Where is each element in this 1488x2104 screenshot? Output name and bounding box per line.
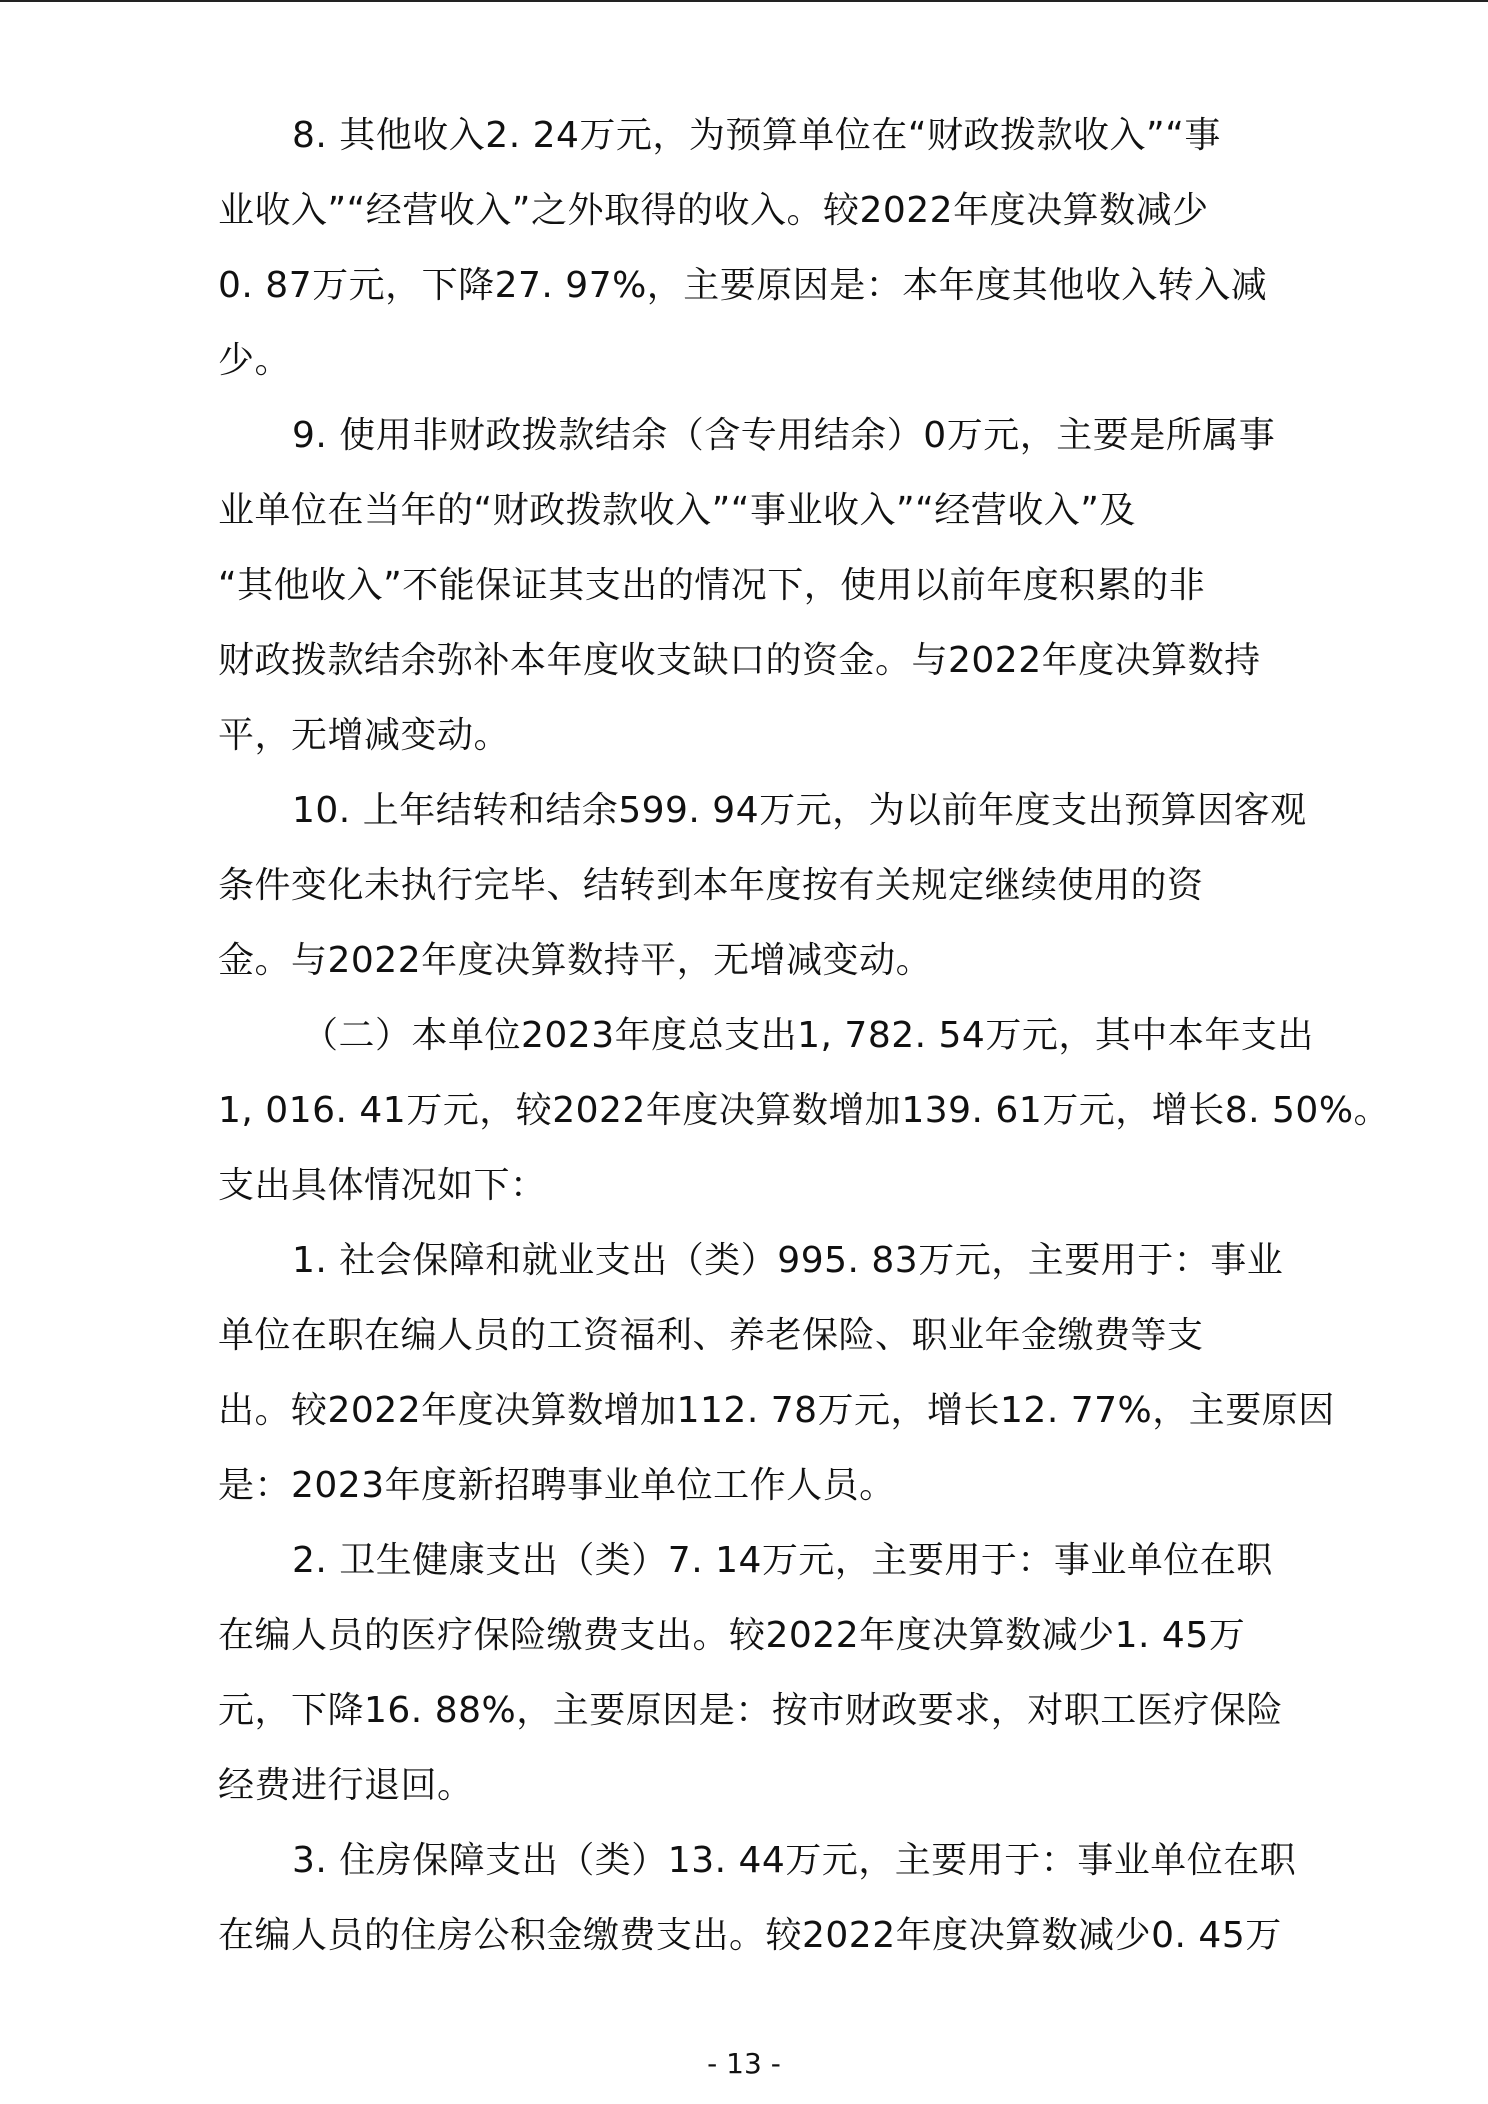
paragraph-2-health [218, 1523, 1288, 1823]
document-body [218, 98, 1391, 1973]
page-number: - 13 - [707, 2047, 781, 2080]
text-line: 10. 上年结转和结余599. 94万元，为以前年度支出预算因客观 [292, 790, 1307, 831]
text-line: 3. 住房保障支出（类）13. 44万元，主要用于：事业单位在职 [292, 1840, 1297, 1881]
text-line: 1, 016. 41万元，较2022年度决算数增加139. 61万元，增长8. 50%。 [218, 1090, 1391, 1131]
text-line: 2. 卫生健康支出（类）7. 14万元，主要用于：事业单位在职 [292, 1540, 1273, 1581]
paragraph-total-expenditure [218, 998, 1391, 1223]
text-line: 业单位在当年的“财政拨款收入”“事业收入”“经营收入”及 [218, 490, 1136, 531]
paragraph-10-carryover [218, 773, 1307, 998]
text-line: 在编人员的医疗保险缴费支出。较2022年度决算数减少1. 45万 [218, 1615, 1246, 1656]
text-line: 1. 社会保障和就业支出（类）995. 83万元，主要用于：事业 [292, 1240, 1284, 1281]
text-line: （二）本单位2023年度总支出1, 782. 54万元，其中本年支出 [302, 1015, 1314, 1056]
paragraph-3-housing [218, 1823, 1297, 1973]
page-top-border [0, 0, 1488, 2]
text-line: 在编人员的住房公积金缴费支出。较2022年度决算数减少0. 45万 [218, 1915, 1282, 1956]
text-line: 元，下降16. 88%，主要原因是：按市财政要求，对职工医疗保险 [218, 1690, 1283, 1731]
text-line: 平，无增减变动。 [218, 715, 511, 756]
text-line: 单位在职在编人员的工资福利、养老保险、职业年金缴费等支 [218, 1315, 1204, 1356]
text-line: 条件变化未执行完毕、结转到本年度按有关规定继续使用的资 [218, 865, 1204, 906]
text-line: 出。较2022年度决算数增加112. 78万元，增长12. 77%，主要原因 [218, 1390, 1335, 1431]
paragraph-9-non-fiscal-balance [218, 398, 1288, 773]
paragraph-1-social-security [218, 1223, 1335, 1523]
text-line: 财政拨款结余弥补本年度收支缺口的资金。与2022年度决算数持 [218, 640, 1261, 681]
text-line: 少。 [218, 340, 292, 381]
text-line: “其他收入”不能保证其支出的情况下，使用以前年度积累的非 [218, 565, 1206, 606]
text-line: 8. 其他收入2. 24万元，为预算单位在“财政拨款收入”“事 [292, 115, 1221, 156]
text-line: 金。与2022年度决算数持平，无增减变动。 [218, 940, 933, 981]
text-line: 支出具体情况如下： [218, 1165, 547, 1206]
text-line: 业收入”“经营收入”之外取得的收入。较2022年度决算数减少 [218, 190, 1209, 231]
text-line: 9. 使用非财政拨款结余（含专用结余）0万元，主要是所属事 [292, 415, 1276, 456]
text-line: 是：2023年度新招聘事业单位工作人员。 [218, 1465, 896, 1506]
paragraph-8-other-income [218, 98, 1288, 398]
text-line: 0. 87万元，下降27. 97%，主要原因是：本年度其他收入转入减 [218, 265, 1268, 306]
text-line: 经费进行退回。 [218, 1765, 474, 1806]
